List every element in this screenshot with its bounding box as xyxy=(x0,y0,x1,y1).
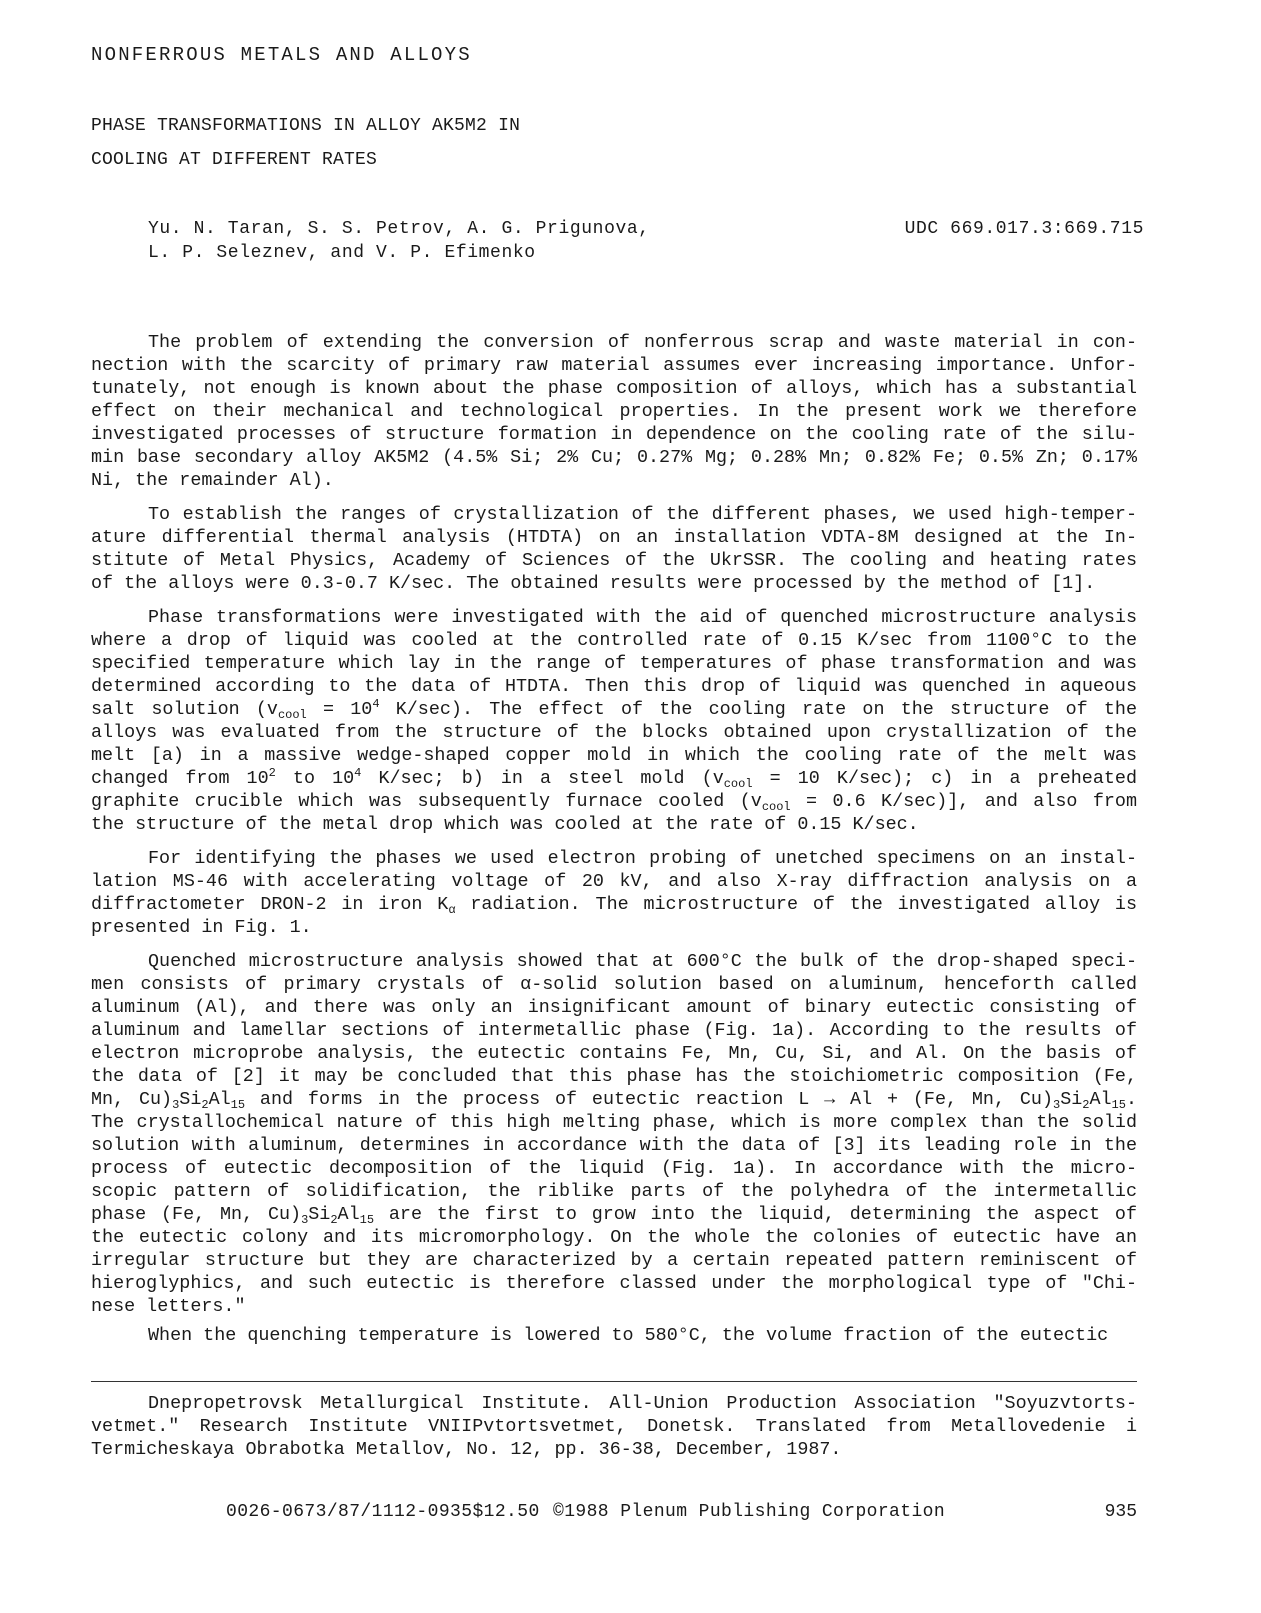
article-title-line-1: PHASE TRANSFORMATIONS IN ALLOY AK5M2 IN xyxy=(91,116,521,136)
paragraph-1-line: The problem of extending the conversion of nonferrous scrap and waste material in con- xyxy=(148,332,1137,353)
page-number: 935 xyxy=(1104,1502,1137,1522)
footnote-line: Dnepropetrovsk Metallurgical Institute. All-Union Production Association "Soyuzvtorts- xyxy=(148,1393,1137,1414)
paragraph-2-line: of the alloys were 0.3-0.7 K/sec. The obtained results were processed by the method of [1]. xyxy=(91,573,1096,594)
paragraph-5-line: irregular structure but they are characterized by a certain repeated pattern reminiscent of xyxy=(91,1250,1137,1271)
paragraph-3-line: graphite crucible which was subsequently furnace cooled ($v_{cool} = 0.6$ K/sec)], and also from xyxy=(91,791,1137,814)
paragraph-5-line: The crystallochemical nature of this high melting phase, which is more complex than the solid xyxy=(91,1112,1137,1133)
paragraph-5-line: scopic pattern of solidification, the riblike parts of the polyhedra of the intermetallic xyxy=(91,1181,1137,1202)
footnote-line: Termicheskaya Obrabotka Metallov, No. 12, pp. 36-38, December, 1987. xyxy=(91,1439,842,1460)
paragraph-1-line: Ni, the remainder Al). xyxy=(91,470,334,491)
paragraph-5-line: phase (Fe, Mn, $Cu)_3Si_2Al_{15}$ are the first to grow into the liquid, determining the aspect of xyxy=(91,1204,1137,1227)
paragraph-3-line: alloys was evaluated from the structure of the blocks obtained upon crystallization of the xyxy=(91,722,1137,743)
paragraph-2-line: To establish the ranges of crystallization of the different phases, we used high-temper- xyxy=(148,504,1137,525)
paragraph-1-line: min base secondary alloy AK5M2 (4.5% Si; 2% Cu; 0.27% Mg; 0.28% Mn; 0.82% Fe; 0.5% Zn; 0.17% xyxy=(91,447,1137,468)
paragraph-4-line: lation MS-46 with accelerating voltage of 20 kV, and also X-ray diffraction analysis on a xyxy=(91,871,1137,892)
paragraph-5-line: nese letters." xyxy=(91,1296,246,1317)
paragraph-5-line: Mn, $Cu)_3Si_2Al_{15}$ and forms in the process of eutectic reaction L → Al + (Fe, Mn, $Cu)_3Si_2Al_{15}$. xyxy=(91,1089,1137,1112)
paragraph-2-line: stitute of Metal Physics, Academy of Sciences of the UkrSSR. The cooling and heating rates xyxy=(91,550,1137,571)
paragraph-3-line: changed from $10^2$ to $10^4$ K/sec; b) in a steel mold ($v_{cool} = 10$ K/sec); c) in a preheated xyxy=(91,766,1137,791)
paragraph-4-line: presented in Fig. 1. xyxy=(91,917,312,938)
paragraph-1-line: tunately, not enough is known about the phase composition of alloys, which has a substantial xyxy=(91,378,1137,399)
paragraph-5-line: electron microprobe analysis, the eutectic contains Fe, Mn, Cu, Si, and Al. On the basis of xyxy=(91,1043,1137,1064)
paragraph-3-line: determined according to the data of HTDTA. Then this drop of liquid was quenched in aqueous xyxy=(91,676,1137,697)
authors-line-1: Yu. N. Taran, S. S. Petrov, A. G. Prigunova, xyxy=(148,219,650,239)
copyright-notice: ©1988 Plenum Publishing Corporation xyxy=(553,1502,946,1522)
paragraph-4-line: diffractometer DRON-2 in iron $K_\alpha$ radiation. The microstructure of the investigated alloy is xyxy=(91,894,1138,917)
paragraph-1-line: nection with the scarcity of primary raw material assumes ever increasing importance. Unfor- xyxy=(91,355,1137,376)
paragraph-5-line: hieroglyphics, and such eutectic is therefore classed under the morphological type of "Chi- xyxy=(91,1273,1137,1294)
article-title-line-2: COOLING AT DIFFERENT RATES xyxy=(91,150,378,170)
paragraph-5-line: aluminum (Al), and there was only an insignificant amount of binary eutectic consisting of xyxy=(91,997,1137,1018)
paragraph-1-line: investigated processes of structure formation in dependence on the cooling rate of the silu- xyxy=(91,424,1137,445)
paragraph-3-line: salt solution ($v_{cool} = 10^4$ K/sec). The effect of the cooling rate on the structure of the xyxy=(91,697,1137,722)
paragraph-6-line: When the quenching temperature is lowered to 580°C, the volume fraction of the eutectic xyxy=(148,1325,1109,1346)
paragraph-3-line: melt [a) in a massive wedge-shaped copper mold in which the cooling rate of the melt was xyxy=(91,745,1137,766)
paragraph-5-line: aluminum and lamellar sections of intermetallic phase (Fig. 1a). According to the results of xyxy=(91,1020,1137,1041)
paragraph-5-line: solution with aluminum, determines in accordance with the data of [3] its leading role in the xyxy=(91,1135,1137,1156)
authors-line-2: L. P. Seleznev, and V. P. Efimenko xyxy=(148,243,536,263)
paragraph-5-line: process of eutectic decomposition of the liquid (Fig. 1a). In accordance with the micro- xyxy=(91,1158,1137,1179)
paragraph-4-line: For identifying the phases we used electron probing of unetched specimens on an instal- xyxy=(148,848,1137,869)
paragraph-3-line: the structure of the metal drop which was cooled at the rate of 0.15 K/sec. xyxy=(91,814,919,835)
section-heading: NONFERROUS METALS AND ALLOYS xyxy=(91,44,472,66)
paragraph-5-line: men consists of primary crystals of α-solid solution based on aluminum, henceforth called xyxy=(91,974,1137,995)
footnote-line: vetmet." Research Institute VNIIPvtortsvetmet, Donetsk. Translated from Metallovedenie i xyxy=(91,1416,1137,1437)
footnote-divider xyxy=(91,1381,1137,1382)
paragraph-3-line: specified temperature which lay in the range of temperatures of phase transformation and was xyxy=(91,653,1137,674)
paragraph-5-line: Quenched microstructure analysis showed that at 600°C the bulk of the drop-shaped speci- xyxy=(148,951,1137,972)
paragraph-3-line: where a drop of liquid was cooled at the controlled rate of 0.15 K/sec from 1100°C to the xyxy=(91,630,1137,651)
paragraph-2-line: ature differential thermal analysis (HTDTA) on an installation VDTA-8M designed at the In- xyxy=(91,527,1137,548)
journal-code: 0026-0673/87/1112-0935$12.50 xyxy=(226,1502,540,1522)
paragraph-1-line: effect on their mechanical and technological properties. In the present work we therefore xyxy=(91,401,1137,422)
paragraph-5-line: the data of [2] it may be concluded that this phase has the stoichiometric composition (Fe, xyxy=(91,1066,1137,1087)
paragraph-5-line: the eutectic colony and its micromorphology. On the whole the colonies of eutectic have an xyxy=(91,1227,1137,1248)
udc-code: UDC 669.017.3:669.715 xyxy=(904,219,1144,239)
paragraph-3-line: Phase transformations were investigated with the aid of quenched microstructure analysis xyxy=(148,607,1137,628)
